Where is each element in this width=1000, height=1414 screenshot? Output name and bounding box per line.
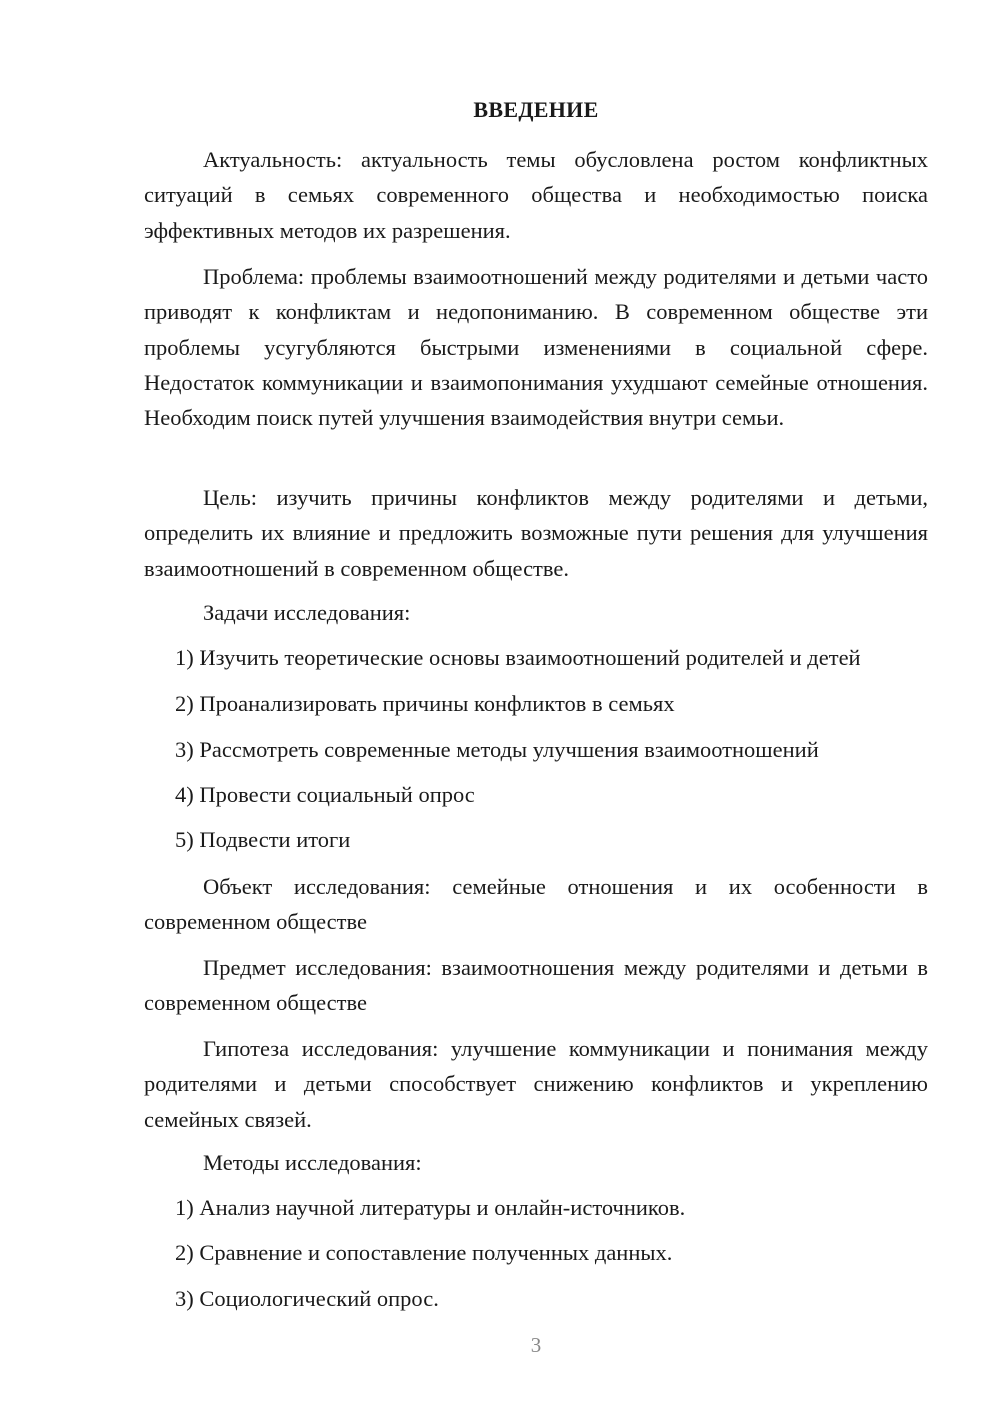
page-number: 3	[530, 1333, 542, 1357]
task-item: 5) Подвести итоги	[175, 827, 351, 852]
task-item: 3) Рассмотреть современные методы улучшения взаимоотношений	[175, 737, 819, 762]
tasks-title: Задачи исследования:	[203, 600, 411, 625]
task-item: 1) Изучить теоретические основы взаимоотношений родителей и детей	[175, 645, 861, 670]
task-item: 2) Проанализировать причины конфликтов в семьях	[175, 691, 675, 716]
task-item: 4) Провести социальный опрос	[175, 782, 475, 807]
goal-paragraph: Цель: изучить причины конфликтов между родителями и детьми, определить их влияние и предложить возможные пути решения для улучшения взаимоотношений в современном обществе.	[144, 485, 928, 581]
subject-paragraph: Предмет исследования: взаимоотношения между родителями и детьми в современном обществе	[144, 955, 928, 1016]
object-paragraph: Объект исследования: семейные отношения и их особенности в современном обществе	[144, 874, 928, 935]
method-item: 2) Сравнение и сопоставление полученных данных.	[175, 1240, 673, 1265]
page-title: ВВЕДЕНИЕ	[473, 97, 599, 122]
method-item: 3) Социологический опрос.	[175, 1286, 439, 1311]
relevance-paragraph: Актуальность: актуальность темы обусловлена ростом конфликтных ситуаций в семьях современного общества и необходимостью поиска эффективных методов их разрешения.	[144, 147, 928, 243]
method-item: 1) Анализ научной литературы и онлайн-источников.	[175, 1195, 686, 1220]
methods-title: Методы исследования:	[203, 1150, 422, 1175]
problem-paragraph: Проблема: проблемы взаимоотношений между родителями и детьми часто приводят к конфликтам и недопониманию. В современном обществе эти проблемы усугубляются быстрыми изменениями в социальной сфере. Недостаток коммуникации и взаимопонимания ухудшают семейные отношения. Необходим поиск путей улучшения взаимодействия внутри семьи.	[144, 264, 928, 431]
hypothesis-paragraph: Гипотеза исследования: улучшение коммуникации и понимания между родителями и детьми способствует снижению конфликтов и укреплению семейных связей.	[144, 1036, 928, 1132]
